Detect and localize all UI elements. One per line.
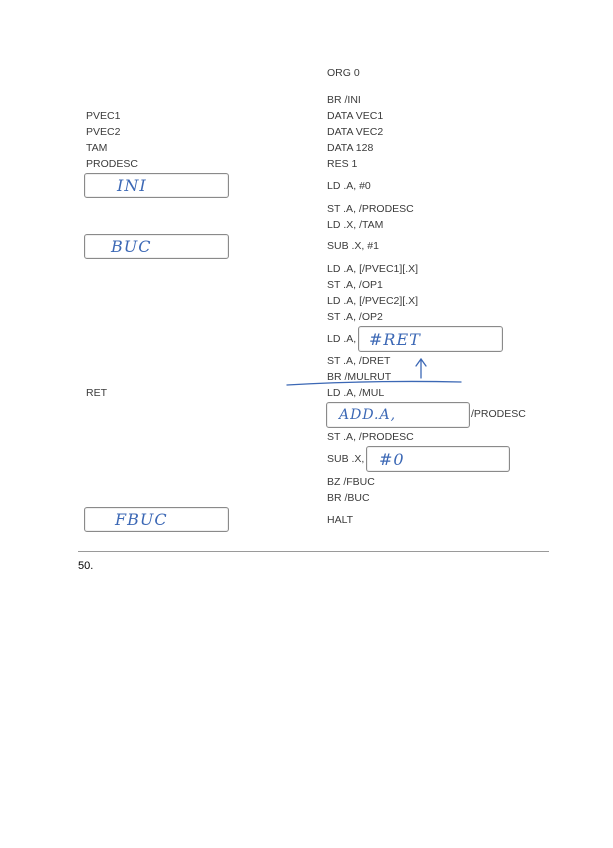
- handwritten-ld-operand: #RET: [369, 329, 421, 349]
- code-ld-a-prefix: LD .A,: [327, 333, 357, 345]
- handwritten-ini: INI: [117, 176, 147, 195]
- code-ld-a-0: LD .A, #0: [327, 180, 371, 192]
- page-number: 50.: [78, 560, 94, 572]
- code-ld-a-mul: LD .A, /MUL: [327, 387, 385, 399]
- code-br-buc: BR /BUC: [327, 492, 370, 504]
- label-pvec2: PVEC2: [86, 126, 121, 138]
- label-answer-box-ini[interactable]: [84, 173, 229, 198]
- answer-box-ld-operand[interactable]: [358, 326, 503, 352]
- code-halt: HALT: [327, 514, 354, 526]
- code-st-a-prodesc-1: ST .A, /PRODESC: [327, 203, 414, 215]
- code-prodesc-suffix: /PRODESC: [471, 408, 526, 420]
- label-ret: RET: [86, 387, 107, 399]
- answer-box-add-instr[interactable]: [326, 402, 470, 428]
- answer-box-sub-operand[interactable]: [366, 446, 510, 472]
- page-divider: [78, 551, 549, 552]
- code-ld-a-pvec2: LD .A, [/PVEC2][.X]: [327, 295, 419, 307]
- code-br-mulrut: BR /MULRUT: [327, 371, 392, 383]
- code-data-vec2: DATA VEC2: [327, 126, 384, 138]
- code-data-128: DATA 128: [327, 142, 374, 154]
- label-tam: TAM: [86, 142, 108, 154]
- code-sub-x-prefix: SUB .X,: [327, 453, 365, 465]
- code-st-a-op2: ST .A, /OP2: [327, 311, 383, 323]
- label-pvec1: PVEC1: [86, 110, 121, 122]
- code-data-vec1: DATA VEC1: [327, 110, 384, 122]
- code-ld-a-pvec1: LD .A, [/PVEC1][.X]: [327, 263, 419, 275]
- code-sub-x-1: SUB .X, #1: [327, 240, 379, 252]
- handwritten-buc: BUC: [111, 237, 152, 256]
- label-answer-box-fbuc[interactable]: [84, 507, 229, 532]
- handwritten-arrow-and-line: [285, 355, 465, 391]
- handwritten-sub-operand: #0: [379, 449, 405, 469]
- code-res-1: RES 1: [327, 158, 358, 170]
- code-bz-fbuc: BZ /FBUC: [327, 476, 375, 488]
- handwritten-fbuc: FBUC: [115, 510, 168, 529]
- handwritten-add-instr: ADD.A,: [339, 407, 397, 423]
- label-answer-box-buc[interactable]: [84, 234, 229, 259]
- code-ld-x-tam: LD .X, /TAM: [327, 219, 384, 231]
- code-st-a-prodesc-2: ST .A, /PRODESC: [327, 431, 414, 443]
- code-st-a-dret: ST .A, /DRET: [327, 355, 391, 367]
- code-org: ORG 0: [327, 67, 360, 79]
- label-prodesc: PRODESC: [86, 158, 138, 170]
- code-st-a-op1: ST .A, /OP1: [327, 279, 383, 291]
- code-br-ini: BR /INI: [327, 94, 361, 106]
